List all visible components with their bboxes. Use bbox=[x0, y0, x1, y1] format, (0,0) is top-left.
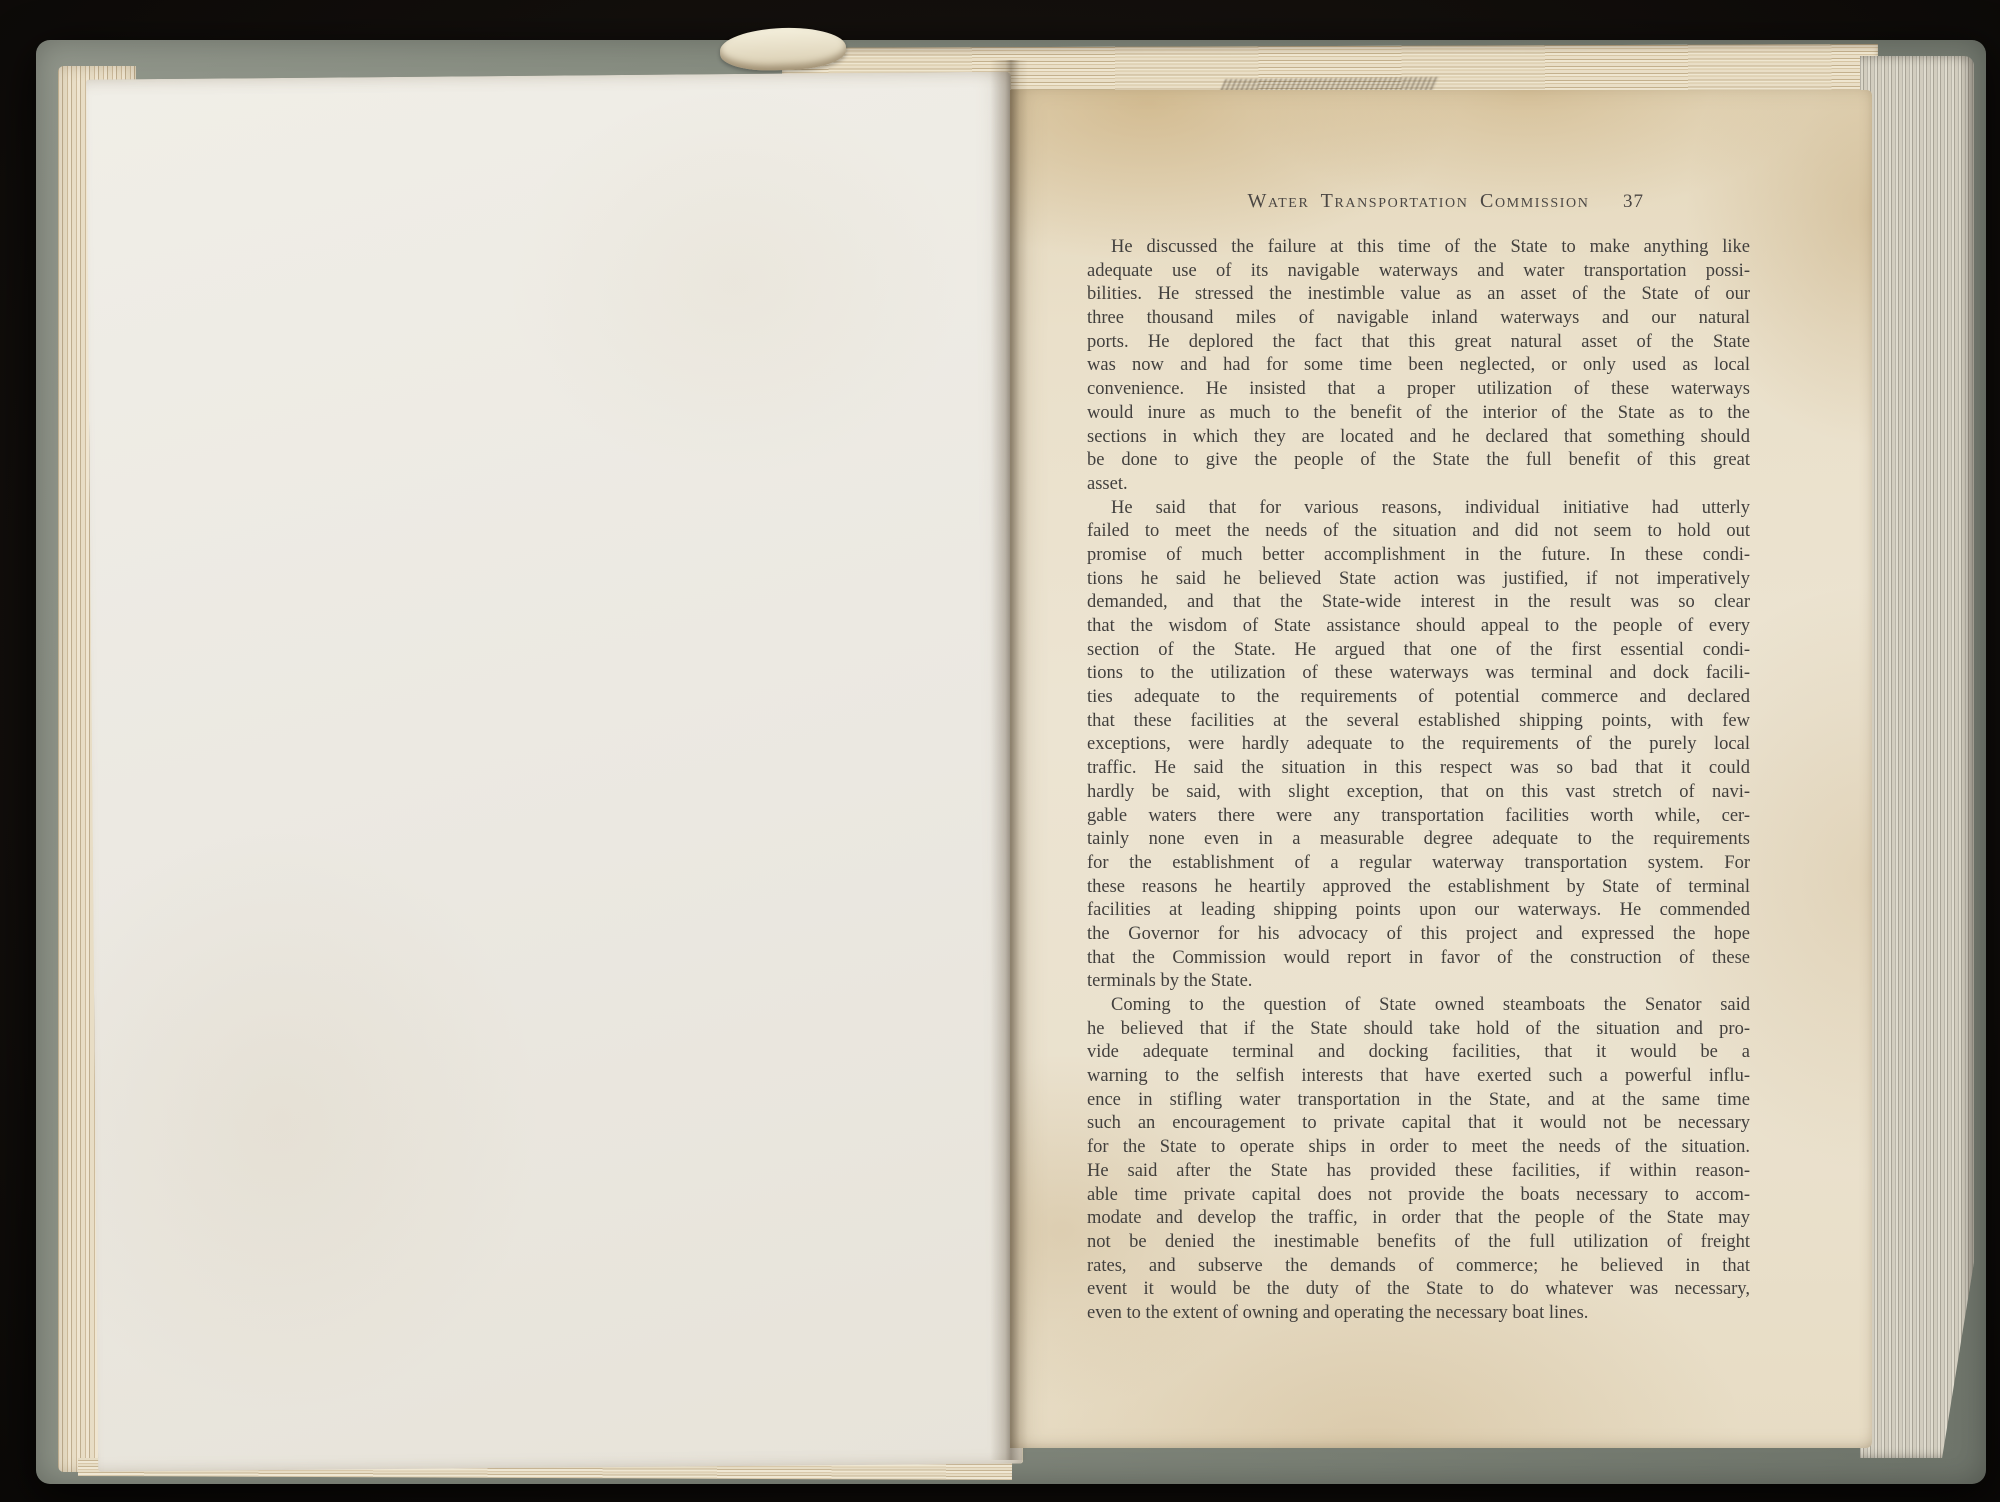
text-line: tainly none even in a measurable degree adequate to the requirements bbox=[1087, 829, 1750, 850]
text-line: that these facilities at the several established shipping points, with few bbox=[1087, 710, 1750, 731]
text-line: he believed that if the State should take hold of the situation and pro- bbox=[1087, 1018, 1750, 1039]
text-line: demanded, and that the State-wide interest in the result was so clear bbox=[1087, 592, 1750, 613]
text-line: Coming to the question of State owned steamboats the Senator said bbox=[1111, 995, 1750, 1015]
page-number: 37 bbox=[1623, 191, 1644, 212]
running-head bbox=[1087, 190, 1750, 218]
left-blank-page bbox=[86, 72, 1023, 1472]
text-line: He discussed the failure at this time of the State to make anything like bbox=[1111, 237, 1750, 257]
text-line: terminals by the State. bbox=[1087, 971, 1253, 992]
text-line: ties adequate to the requirements of potential commerce and declared bbox=[1087, 687, 1750, 708]
text-line: such an encouragement to private capital that it would not be necessary bbox=[1087, 1113, 1750, 1134]
text-line: that the Commission would report in favor of the construction of these bbox=[1087, 947, 1750, 968]
text-line: that the wisdom of State assistance should appeal to the people of every bbox=[1087, 616, 1750, 636]
text-line: for the establishment of a regular waterway transportation system. For bbox=[1087, 852, 1750, 873]
text-line: ence in stifling water transportation in the State, and at the same time bbox=[1087, 1089, 1750, 1110]
text-line: exceptions, were hardly adequate to the requirements of the purely local bbox=[1087, 734, 1750, 755]
text-line: ports. He deplored the fact that this great natural asset of the State bbox=[1087, 331, 1750, 352]
text-line: was now and had for some time been neglected, or only used as local bbox=[1087, 355, 1750, 376]
text-line: section of the State. He argued that one of the first essential condi- bbox=[1087, 639, 1750, 660]
text-line: facilities at leading shipping points upon our waterways. He commended bbox=[1087, 900, 1750, 921]
text-line: modate and develop the traffic, in order that the people of the State may bbox=[1087, 1208, 1750, 1229]
text-line: would inure as much to the benefit of the interior of the State as to the bbox=[1087, 402, 1750, 423]
text-line: promise of much better accomplishment in the future. In these condi- bbox=[1087, 544, 1750, 565]
page-body bbox=[1087, 236, 1750, 1326]
text-line: tions to the utilization of these waterways was terminal and dock facili- bbox=[1087, 663, 1750, 684]
text-line: traffic. He said the situation in this respect was so bad that it could bbox=[1087, 758, 1750, 779]
text-line: even to the extent of owning and operating the necessary boat lines. bbox=[1087, 1302, 1589, 1323]
text-line: sections in which they are located and he declared that something should bbox=[1087, 426, 1750, 447]
text-line: rates, and subserve the demands of commerce; he believed in that bbox=[1087, 1255, 1750, 1276]
page-stack-right-edge bbox=[1860, 56, 1974, 1458]
text-line: bilities. He stressed the inestimble value as an asset of the State of our bbox=[1087, 284, 1750, 305]
text-line: tions he said he believed State action was justified, if not imperatively bbox=[1087, 568, 1750, 589]
text-line: asset. bbox=[1087, 473, 1128, 494]
text-line: failed to meet the needs of the situation and did not seem to hold out bbox=[1087, 521, 1750, 542]
text-line: three thousand miles of navigable inland waterways and our natural bbox=[1087, 308, 1750, 329]
text-line: convenience. He insisted that a proper utilization of these waterways bbox=[1087, 379, 1750, 400]
text-line: vide adequate terminal and docking facilities, that it would be a bbox=[1087, 1042, 1750, 1063]
text-line: hardly be said, with slight exception, that on this vast stretch of navi- bbox=[1087, 781, 1750, 802]
text-line: event it would be the duty of the State to do whatever was necessary, bbox=[1087, 1279, 1750, 1300]
text-line: warning to the selfish interests that have exerted such a powerful influ- bbox=[1087, 1066, 1750, 1087]
text-line: the Governor for his advocacy of this project and expressed the hope bbox=[1087, 923, 1750, 944]
text-line: not be denied the inestimable benefits of the full utilization of freight bbox=[1087, 1231, 1750, 1252]
text-line: adequate use of its navigable waterways and water transportation possi- bbox=[1087, 260, 1750, 281]
text-line: He said that for various reasons, individual initiative had utterly bbox=[1111, 497, 1750, 518]
text-line: for the State to operate ships in order to meet the needs of the situation. bbox=[1087, 1137, 1750, 1158]
text-line: be done to give the people of the State the full benefit of this great bbox=[1087, 450, 1750, 471]
running-head-title: Water Transportation Commission bbox=[1247, 190, 1590, 212]
text-line: He said after the State has provided these facilities, if within reason- bbox=[1087, 1160, 1750, 1181]
right-text-page bbox=[1010, 90, 1872, 1448]
text-line: able time private capital does not provide the boats necessary to accom- bbox=[1087, 1184, 1750, 1205]
text-line: these reasons he heartily approved the establishment by State of terminal bbox=[1087, 876, 1750, 897]
text-line: gable waters there were any transportation facilities worth while, cer- bbox=[1087, 805, 1750, 826]
